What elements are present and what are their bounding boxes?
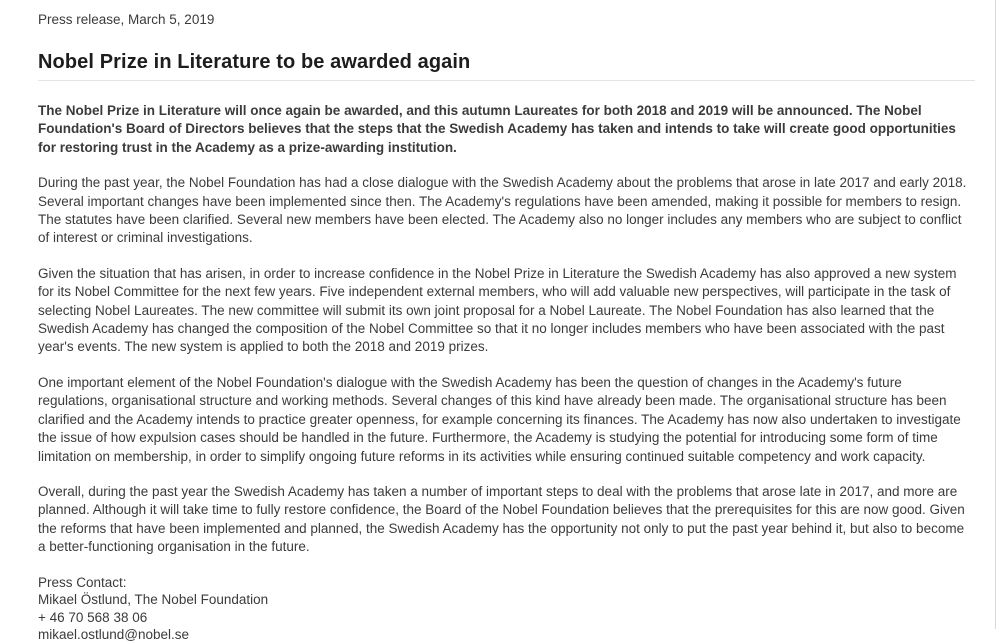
page-right-border [995, 0, 996, 629]
lead-paragraph: The Nobel Prize in Literature will once again be awarded, and this autumn Laureates for both 2018 and 2019 will be announced. The Nobel Foundation's Board of Directors believes that the steps that the Swedish Academy has taken and intends to take will create good opportunities for restoring trust in the Academy as a prize-awarding institution. [38, 103, 956, 155]
press-contact-phone: + 46 70 568 38 06 [38, 609, 148, 625]
press-contact-email: mikael.ostlund@nobel.se [38, 627, 190, 643]
title-divider [38, 80, 975, 81]
press-contact-block [38, 574, 975, 644]
body-paragraph-2: Given the situation that has arisen, in order to increase confidence in the Nobel Prize in Literature the Swedish Academy has also approved a new system for its Nobel Committee for the next few years. Five independent external members, who will add valuable new perspectives, will participate in the task of selecting Nobel Laureates. The new committee will submit its own joint proposal for a Nobel Laureate. The Nobel Foundation has also learned that the Swedish Academy has changed the composition of the Nobel Committee so that it no longer includes members who have been associated with the past year's events. The new system is applied to both the 2018 and 2019 prizes. [38, 265, 957, 355]
body-paragraph-3: One important element of the Nobel Foundation's dialogue with the Swedish Academy has been the question of changes in the Academy's future regulations, organisational structure and working methods. Several changes of this kind have already been made. The organisational structure has been clarified and the Academy intends to practice greater openness, for example concerning its finances. The Academy has now also undertaken to investigate the issue of how expulsion cases should be handled in the future. Furthermore, the Academy is studying the potential for introducing some form of time limitation on membership, in order to simplify ongoing future reforms in its activities while ensuring continued suitable competency and work capacity. [38, 374, 961, 464]
body-paragraph-4: Overall, during the past year the Swedish Academy has taken a number of important steps to deal with the problems that arose late in 2017, and more are planned. Although it will take time to fully restore confidence, the Board of the Nobel Foundation believes that the prerequisites for this are now good. Given the reforms that have been implemented and planned, the Swedish Academy has the opportunity not only to put the past year behind it, but also to become a better-functioning organisation in the future. [38, 483, 965, 555]
page-title: Nobel Prize in Literature to be awarded again [38, 51, 471, 73]
body-paragraph-1: During the past year, the Nobel Foundation has had a close dialogue with the Swedish Academy about the problems that arose in late 2017 and early 2018. Several important changes have been implemented since then. The Academy's regulations have been amended, making it possible for members to resign. The statutes have been clarified. Several new members have been elected. The Academy also no longer includes any members who are subject to conflict of interest or criminal investigations. [38, 175, 967, 246]
press-contact-name: Mikael Östlund, The Nobel Foundation [38, 592, 269, 608]
press-contact-label: Press Contact: [38, 574, 127, 590]
date-line: Press release, March 5, 2019 [38, 12, 215, 27]
